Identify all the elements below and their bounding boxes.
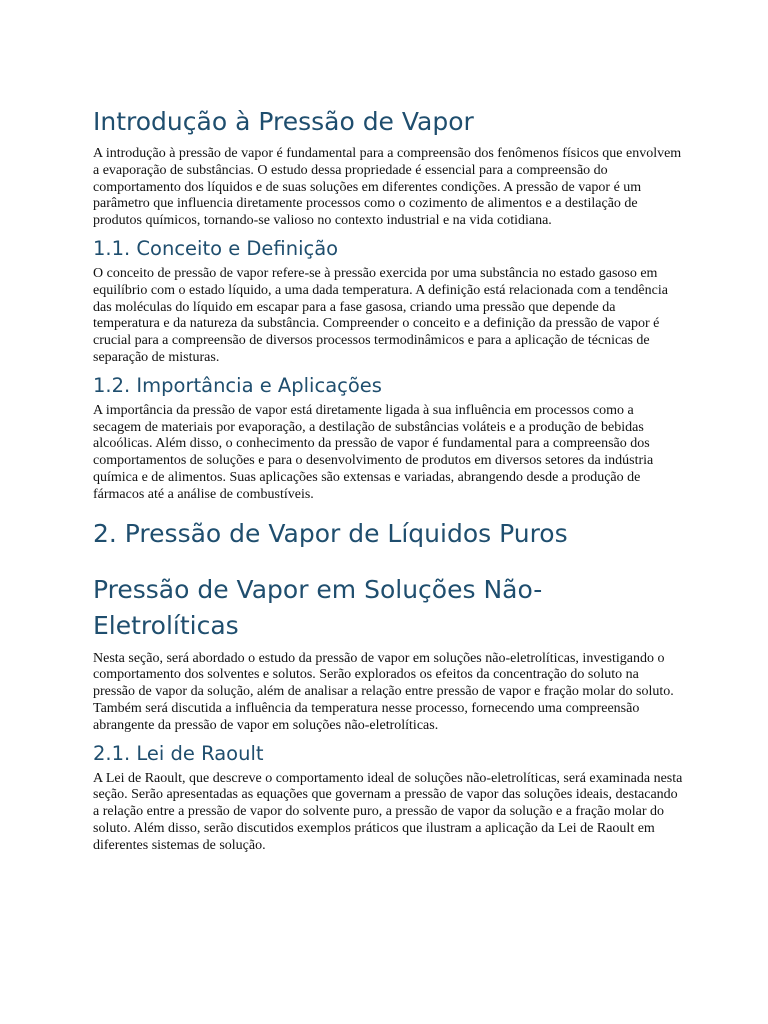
section-paragraph-importancia: A importância da pressão de vapor está diretamente ligada à sua influência em processos como a secagem de materiais por evaporação, a destilação de substâncias voláteis e a produção de bebidas alcoólicas. Além disso, o conhecimento da pressão de vapor é fundamental para a compreensão dos comportamentos de soluções e para o desenvolvimento de produtos em diversos setores da indústria química e de alimentos. Suas aplicações são extensas e variadas, abrangendo desde a produção de fármacos até a análise de combustíveis. <box>93 402 654 502</box>
section-paragraph-solucoes: Nesta seção, será abordado o estudo da pressão de vapor em soluções não-eletrolíticas, investigando o comportamento dos solventes e solutos. Serão explorados os efeitos da concentração do soluto na pressão de vapor da solução, além de analisar a relação entre pressão de vapor e fração molar do soluto. Também será discutida a influência da temperatura nesse processo, fornecendo uma compreensão abrangente da pressão de vapor em soluções não-eletrolíticas. <box>93 650 674 733</box>
section-heading-raoult: 2.1. Lei de Raoult <box>93 741 264 765</box>
section-paragraph-raoult: A Lei de Raoult, que descreve o comportamento ideal de soluções não-eletrolíticas, será examinada nesta seção. Serão apresentadas as equações que governam a pressão de vapor das soluções ideais, destacando a relação entre a pressão de vapor do solvente puro, a pressão de vapor da solução e a fração molar do soluto. Além disso, serão discutidos exemplos práticos que ilustram a aplicação da Lei de Raoult em diferentes sistemas de solução. <box>93 770 683 853</box>
chapter-heading-solucoes: Pressão de Vapor em Soluções Não-Eletrolíticas <box>93 574 543 640</box>
document-page <box>93 104 683 855</box>
document-title: Introdução à Pressão de Vapor <box>93 107 474 136</box>
section-paragraph-conceito: O conceito de pressão de vapor refere-se à pressão exercida por uma substância no estado gasoso em equilíbrio com o estado líquido, a uma dada temperatura. A definição está relacionada com a tendência das moléculas do líquido em escapar para a fase gasosa, criando uma pressão que depende da temperatura e da natureza da substância. Compreender o conceito e a definição da pressão de vapor é crucial para a compreensão de diversos processos termodinâmicos e para a aplicação de técnicas de separação de misturas. <box>93 265 668 365</box>
section-heading-importancia: 1.2. Importância e Aplicações <box>93 373 382 397</box>
chapter-heading-liquidos-puros: 2. Pressão de Vapor de Líquidos Puros <box>93 518 568 548</box>
section-heading-conceito: 1.1. Conceito e Definição <box>93 236 339 260</box>
intro-paragraph: A introdução à pressão de vapor é fundamental para a compreensão dos fenômenos físicos que envolvem a evaporação de substâncias. O estudo dessa propriedade é essencial para a compreensão do comportamento dos líquidos e de suas soluções em diferentes condições. A pressão de vapor é um parâmetro que influencia diretamente processos como o cozimento de alimentos e a destilação de produtos químicos, tornando-se valioso no contexto industrial e na vida cotidiana. <box>93 146 682 229</box>
